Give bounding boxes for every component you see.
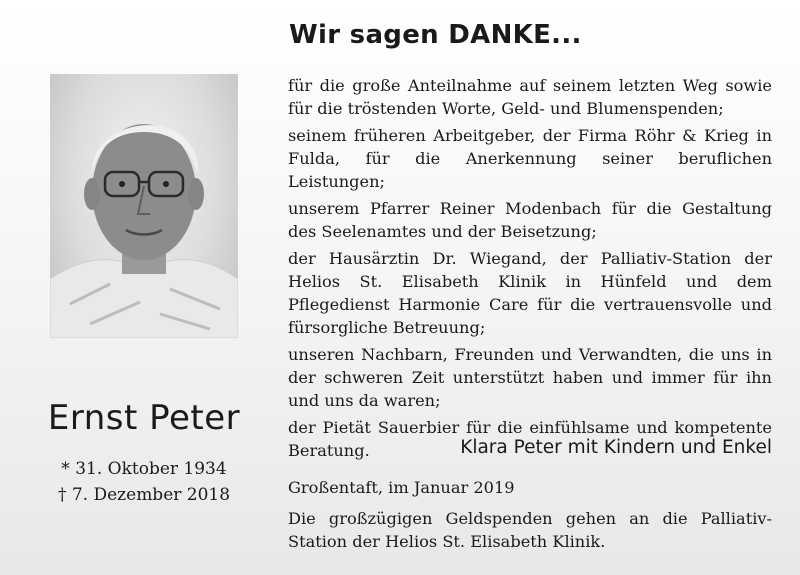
death-date: † 7. Dezember 2018 [57,485,231,505]
place-date: Großentaft, im Januar 2019 [288,478,515,497]
thanks-paragraph: für die große Anteilnahme auf seinem letzten Weg sowie für die tröstenden Worte, Geld- und Blumenspenden; [288,76,772,118]
thanks-paragraph: seinem früheren Arbeitgeber, der Firma Röhr & Krieg in Fulda, für die Anerkennung seiner beruflichen Leistungen; [288,126,772,191]
birth-date: * 31. Oktober 1934 [61,459,227,479]
thanks-paragraph: unserem Pfarrer Reiner Modenbach für die Gestaltung des Seelenamtes und der Beisetzung; [288,199,772,241]
portrait-image [50,74,238,338]
thanks-paragraph: der Hausärztin Dr. Wiegand, der Palliativ-Station der Helios St. Elisabeth Klinik in Hünfeld und dem Pflegedienst Harmonie Care für die vertrauensvolle und fürsorgliche Betreuung; [288,249,772,337]
thanks-paragraph: der Pietät Sauerbier für die einfühlsame und kompetente Beratung. [288,418,772,460]
deceased-name: Ernst Peter [47,398,241,438]
headline: Wir sagen DANKE... [289,20,582,50]
thanks-list [288,74,772,466]
signature: Klara Peter mit Kindern und Enkel [460,437,772,458]
donation-note: Die großzügigen Geldspenden gehen an die Palliativ-Station der Helios St. Elisabeth Klinik. [288,509,772,551]
life-dates [20,456,268,508]
thanks-paragraph: unseren Nachbarn, Freunden und Verwandten, die uns in der schweren Zeit unterstützt haben und immer für ihn und uns da waren; [288,345,772,410]
portrait-photo [50,74,238,338]
